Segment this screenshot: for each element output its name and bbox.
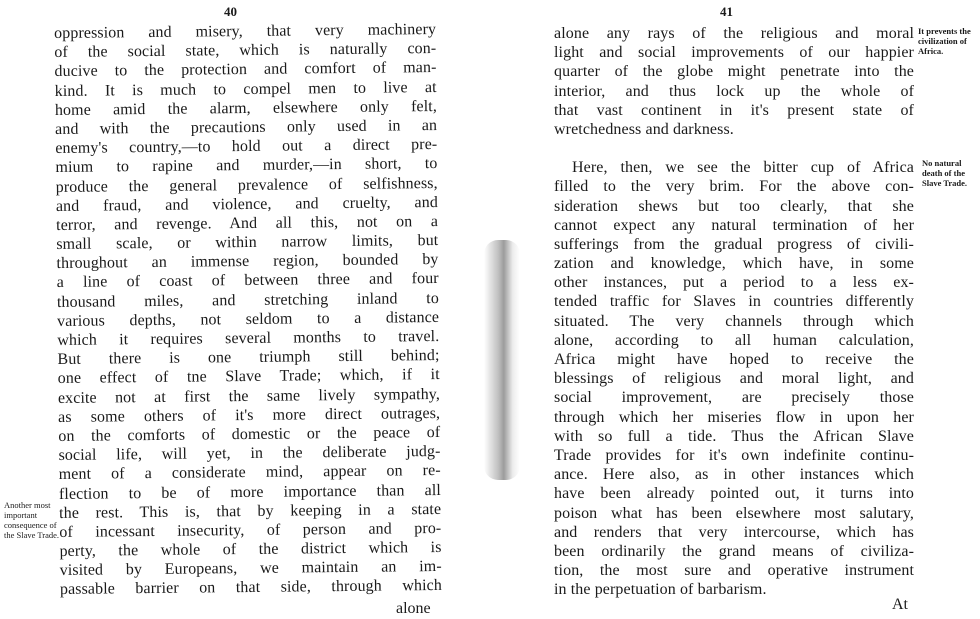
text-line: and fraud, and violence, and cruelty, and xyxy=(55,193,438,215)
text-line: other instances, put a period to a less ex- xyxy=(554,274,914,292)
text-line: situated. The very channels through which xyxy=(554,312,914,330)
text-line: one effect of tne Slave Trade; which, if it xyxy=(57,366,440,388)
text-line: mium to rapine and murder,—in short, to xyxy=(55,155,438,177)
text-line: through which her miseries flow in upon her xyxy=(554,408,914,426)
text-line: tended traffic for Slaves in countries differently xyxy=(554,293,914,311)
text-line: enemy's country,—to hold out a direct pre- xyxy=(55,136,438,158)
margin-note-no-natural-death: No natural death of the Slave Trade. xyxy=(922,158,968,188)
margin-note-another-consequence: Another most important consequence of the Slave Trade. xyxy=(4,500,60,540)
text-line: zation and knowledge, which have, in some xyxy=(554,255,914,273)
text-line: wretchedness and darkness. xyxy=(554,120,734,138)
text-line: Trade provides for it's own indefinite continu- xyxy=(554,446,914,464)
text-line: of incessant insecurity, of person and pro- xyxy=(59,519,442,541)
text-line: thousand miles, and stretching inland to xyxy=(56,289,439,311)
text-line: been ordinarily the grand means of civiliza- xyxy=(554,542,914,560)
text-line: social improvement, are precisely those xyxy=(554,389,914,407)
text-line: the rest. This is, that by keeping in a state xyxy=(59,500,442,522)
text-line: interior, and thus lock up the whole of xyxy=(554,82,914,100)
text-line: blessings of religious and moral light, and xyxy=(554,370,914,388)
text-line: throughout an immense region, bounded by xyxy=(56,251,439,273)
text-line: visited by Europeans, we maintain an im- xyxy=(59,558,442,580)
text-line: cannot expect any natural termination of her xyxy=(554,216,914,234)
text-line: But there is one triumph still behind; xyxy=(57,347,440,369)
left-page-text xyxy=(54,20,442,600)
text-line: alone, according to all human calculation, xyxy=(554,331,914,349)
text-line: ment of a considerate mind, appear on re- xyxy=(58,462,441,484)
margin-note-prevents-civilization: It prevents the civilization of Africa. xyxy=(918,26,971,56)
text-line: and renders that very intercourse, which has xyxy=(554,523,914,541)
right-page-text xyxy=(554,24,914,599)
page-number-right: 41 xyxy=(720,4,733,19)
text-line: on the comforts of domestic or the peace of xyxy=(58,423,441,445)
text-line: poison what has been elsewhere most salutary, xyxy=(554,504,914,522)
paragraph-gap xyxy=(554,139,914,158)
text-line: sideration shews but too clearly, that she xyxy=(554,197,914,215)
text-line: produce the general prevalence of selfishness, xyxy=(55,174,438,196)
catchword-left: alone xyxy=(396,600,431,617)
text-line: with so full a tide. Thus the African Slave xyxy=(554,427,914,445)
text-line: ance. Here also, as in other instances which xyxy=(554,466,914,484)
text-line: perty, the whole of the district which is xyxy=(59,539,442,561)
text-line: social life, will yet, in the deliberate judg- xyxy=(58,443,441,465)
text-line: quarter of the globe might penetrate into the xyxy=(554,63,914,81)
catchword-right: At xyxy=(892,596,908,613)
text-line: have been already pointed out, it turns into xyxy=(554,485,914,503)
text-line: ducive to the protection and comfort of man- xyxy=(54,59,437,81)
text-line: alone any rays of the religious and moral xyxy=(554,25,914,42)
text-line: kind. It is much to compel men to live at xyxy=(54,78,437,100)
text-line: oppression and misery, that very machinery xyxy=(54,20,437,42)
text-line: filled to the very brim. For the above con- xyxy=(554,178,914,196)
text-line: that vast continent in it's present state of xyxy=(554,101,914,119)
page-number-left: 40 xyxy=(224,4,237,19)
text-line: as some others of it's more direct outrages, xyxy=(58,404,441,426)
text-line: which it requires several months to travel. xyxy=(57,327,440,349)
text-line: a line of coast of between three and four xyxy=(56,270,439,292)
text-line: home amid the alarm, elsewhere only felt, xyxy=(54,97,437,119)
text-line: of the social state, which is naturally con- xyxy=(54,40,437,62)
text-line: terror, and revenge. And all this, not on a xyxy=(56,212,439,234)
text-line: flection to be of more importance than all xyxy=(58,481,441,503)
text-line: small scale, or within narrow limits, but xyxy=(56,232,439,254)
text-line: light and social improvements of our happier xyxy=(554,44,914,62)
text-line: Here, then, we see the bitter cup of Africa xyxy=(572,159,914,177)
text-line: Africa might have hoped to receive the xyxy=(554,351,914,368)
text-line: sufferings from the gradual progress of civili- xyxy=(554,235,914,253)
right-page xyxy=(490,0,980,619)
text-line: passable barrier on that side, through which xyxy=(59,577,442,599)
text-line: excite not at first the same lively sympathy, xyxy=(57,385,440,407)
text-line: and with the precautions only used in an xyxy=(55,116,438,138)
text-line: tion, the most sure and operative instrument xyxy=(554,562,914,580)
text-line: in the perpetuation of barbarism. xyxy=(554,581,767,599)
text-line: various depths, not seldom to a distance xyxy=(57,308,440,330)
